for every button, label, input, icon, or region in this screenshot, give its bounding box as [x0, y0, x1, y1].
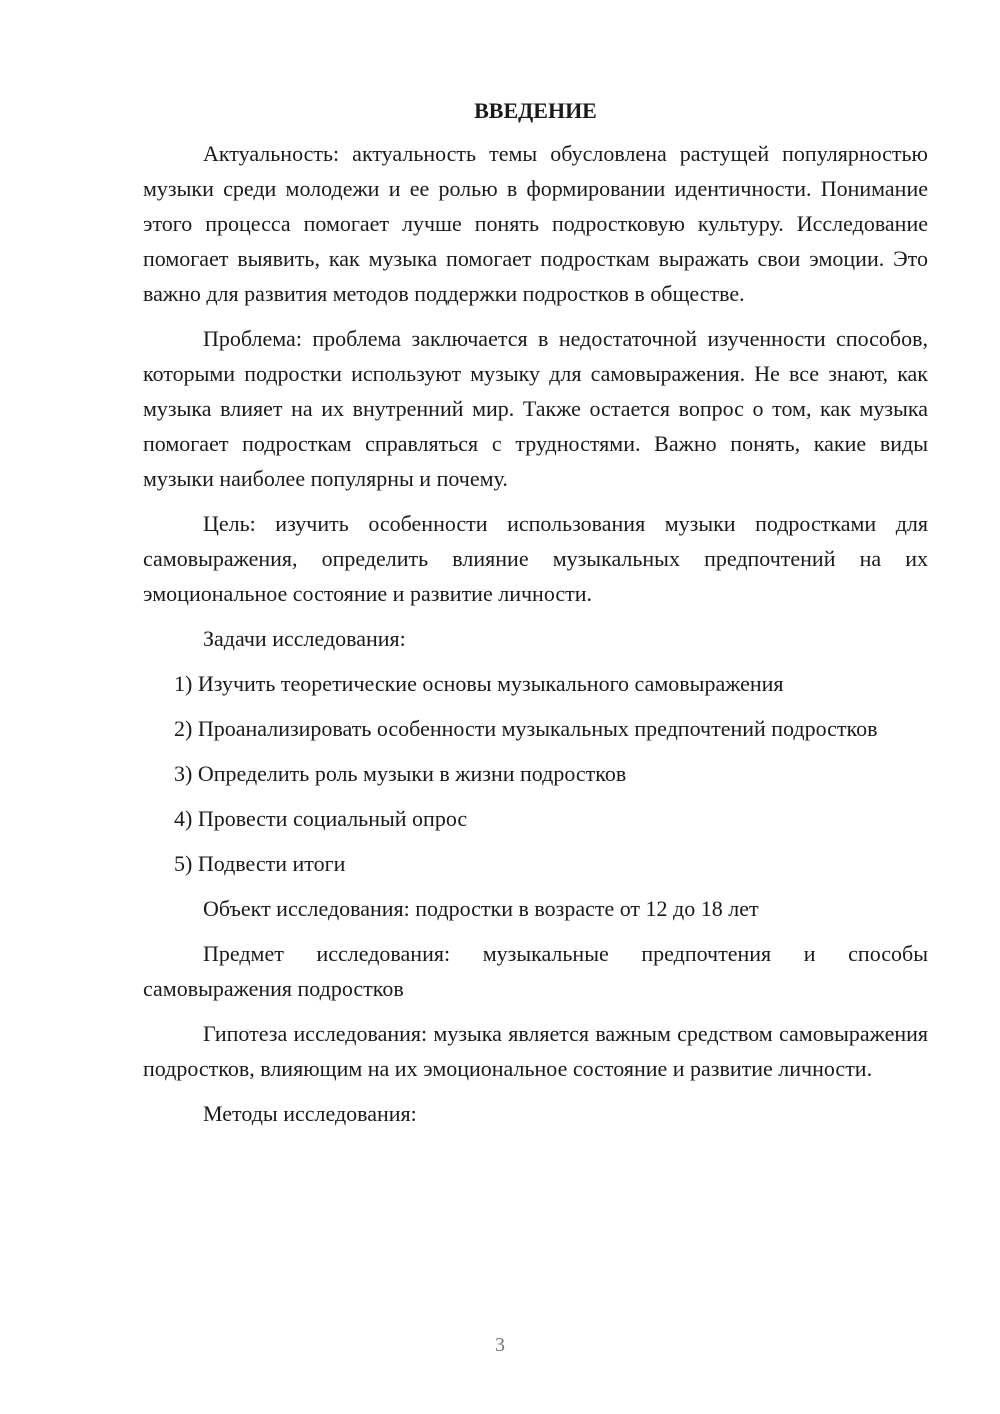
task-item-5: 5) Подвести итоги — [174, 851, 346, 876]
task-item-1: 1) Изучить теоретические основы музыкального самовыражения — [174, 671, 784, 696]
goal-paragraph: Цель: изучить особенности использования музыки подростками для самовыражения, определить влияние музыкальных предпочтений на их эмоциональное состояние и развитие личности. — [143, 511, 928, 606]
relevance-paragraph: Актуальность: актуальность темы обусловлена растущей популярностью музыки среди молодежи и ее ролью в формировании идентичности. Понимание этого процесса помогает лучше понять подростковую культуру. Исследование помогает выявить, как музыка помогает подросткам выражать свои эмоции. Это важно для развития методов поддержки подростков в обществе. — [143, 141, 928, 306]
subject-paragraph: Предмет исследования: музыкальные предпочтения и способы самовыражения подростков — [143, 941, 928, 1001]
methods-heading: Методы исследования: — [203, 1101, 417, 1126]
task-item-4: 4) Провести социальный опрос — [174, 806, 468, 831]
task-item-2: 2) Проанализировать особенности музыкальных предпочтений подростков — [174, 716, 878, 741]
tasks-heading: Задачи исследования: — [203, 626, 406, 651]
problem-paragraph: Проблема: проблема заключается в недостаточной изученности способов, которыми подростки используют музыку для самовыражения. Не все знают, как музыка влияет на их внутренний мир. Также остается вопрос о том, как музыка помогает подросткам справляться с трудностями. Важно понять, какие виды музыки наиболее популярны и почему. — [143, 326, 928, 491]
page-number: 3 — [495, 1334, 505, 1356]
document-body — [143, 96, 928, 1141]
task-item-3: 3) Определить роль музыки в жизни подростков — [174, 761, 627, 786]
section-heading: ВВЕДЕНИЕ — [474, 98, 597, 123]
object-paragraph: Объект исследования: подростки в возрасте от 12 до 18 лет — [203, 896, 759, 921]
hypothesis-paragraph: Гипотеза исследования: музыка является важным средством самовыражения подростков, влияющим на их эмоциональное состояние и развитие личности. — [143, 1021, 928, 1081]
